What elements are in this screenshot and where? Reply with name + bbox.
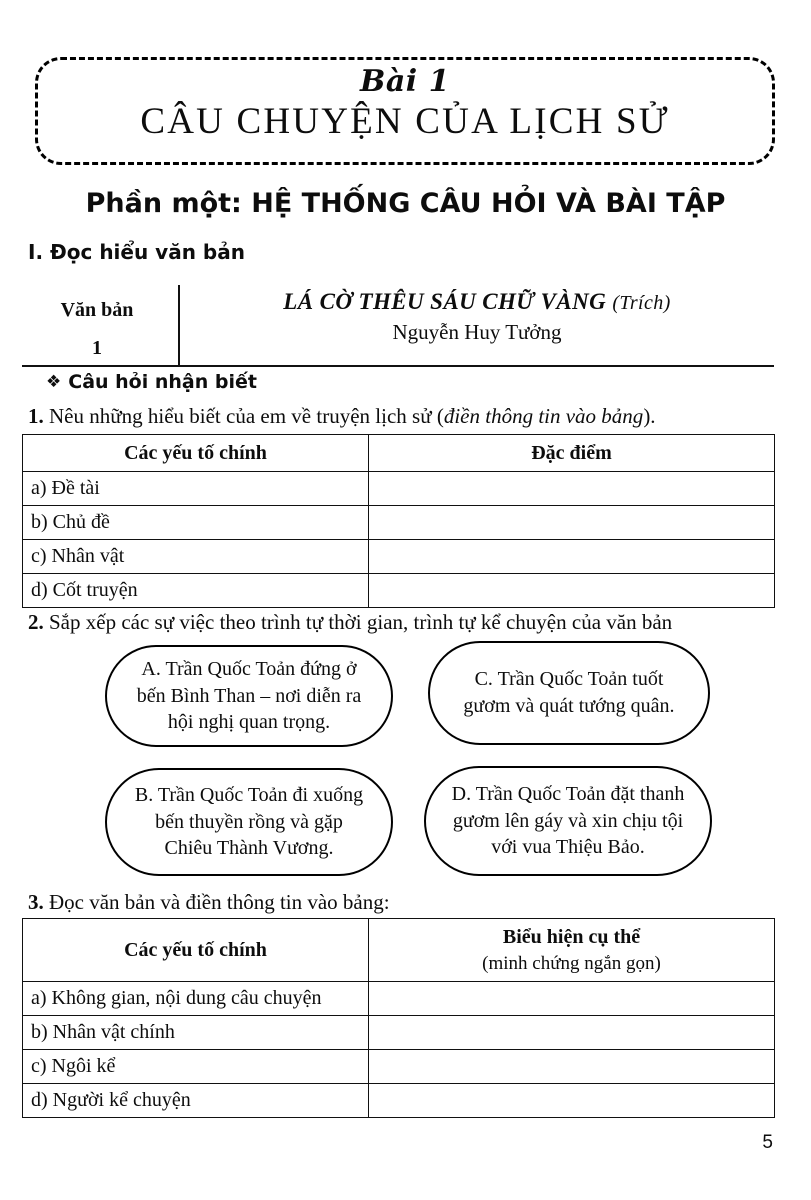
diamond-bullet-icon: ❖ bbox=[46, 371, 62, 392]
horizontal-rule bbox=[22, 365, 774, 367]
text-source-block bbox=[22, 285, 774, 367]
work-title-line bbox=[182, 289, 772, 315]
table-row bbox=[23, 1016, 775, 1050]
question-2-number: 2. bbox=[28, 610, 44, 634]
table2-row3-value[interactable] bbox=[369, 1084, 775, 1118]
table1-row2-label: c) Nhân vật bbox=[23, 540, 369, 574]
table-header-row bbox=[23, 919, 775, 982]
table-truyen-lich-su bbox=[22, 434, 775, 608]
option-bubble-b[interactable]: B. Trần Quốc Toản đi xuống bến thuyền rồng và gặp Chiêu Thành Vương. bbox=[105, 768, 393, 876]
question-1-tail: ). bbox=[643, 404, 656, 428]
question-2 bbox=[28, 610, 672, 635]
vertical-divider bbox=[178, 285, 180, 367]
text-source-label bbox=[22, 291, 172, 367]
question-group-heading bbox=[46, 371, 257, 393]
question-group-label: Câu hỏi nhận biết bbox=[68, 371, 257, 393]
table1-row1-value[interactable] bbox=[369, 506, 775, 540]
work-title: LÁ CỜ THÊU SÁU CHỮ VÀNG bbox=[283, 289, 607, 314]
table-row bbox=[23, 1084, 775, 1118]
table2-row0-value[interactable] bbox=[369, 982, 775, 1016]
table2-header-col2-main: Biểu hiện cụ thể bbox=[502, 925, 641, 948]
work-note: (Trích) bbox=[612, 292, 671, 314]
table1-row0-label: a) Đề tài bbox=[23, 472, 369, 506]
table1-row2-value[interactable] bbox=[369, 540, 775, 574]
table-row bbox=[23, 1050, 775, 1084]
question-3-number: 3. bbox=[28, 890, 44, 914]
question-1-emphasis: điền thông tin vào bảng bbox=[443, 404, 644, 428]
question-3 bbox=[28, 890, 390, 915]
lesson-title-banner bbox=[35, 57, 775, 165]
table-row bbox=[23, 982, 775, 1016]
table1-row3-value[interactable] bbox=[369, 574, 775, 608]
table1-header-col1: Các yếu tố chính bbox=[23, 435, 369, 472]
table1-row1-label: b) Chủ đề bbox=[23, 506, 369, 540]
work-author: Nguyễn Huy Tưởng bbox=[392, 320, 562, 344]
page-number: 5 bbox=[762, 1132, 773, 1153]
lesson-number-label: Bài 1 bbox=[359, 64, 450, 99]
table1-row3-label: d) Cốt truyện bbox=[23, 574, 369, 608]
table1-header-col2: Đặc điểm bbox=[369, 435, 775, 472]
table-row bbox=[23, 540, 775, 574]
question-3-text: Đọc văn bản và điền thông tin vào bảng: bbox=[43, 890, 390, 914]
text-source-label-line1: Văn bản bbox=[60, 299, 134, 321]
table2-row2-label: c) Ngôi kể bbox=[23, 1050, 369, 1084]
table1-row0-value[interactable] bbox=[369, 472, 775, 506]
question-1 bbox=[28, 404, 656, 429]
question-1-number: 1. bbox=[28, 404, 44, 428]
table2-header-col2-sub: (minh chứng ngắn gọn) bbox=[482, 952, 661, 974]
table-row bbox=[23, 574, 775, 608]
table2-row3-label: d) Người kể chuyện bbox=[23, 1084, 369, 1118]
table-row bbox=[23, 506, 775, 540]
table2-row0-label: a) Không gian, nội dung câu chuyện bbox=[23, 982, 369, 1016]
question-1-text: Nêu những hiểu biết của em về truyện lịch sử ( bbox=[43, 404, 444, 428]
table2-row1-value[interactable] bbox=[369, 1016, 775, 1050]
table2-row2-value[interactable] bbox=[369, 1050, 775, 1084]
text-source-label-line2: 1 bbox=[92, 337, 102, 359]
lesson-title: CÂU CHUYỆN CỦA LỊCH SỬ bbox=[140, 100, 670, 142]
option-bubble-a[interactable]: A. Trần Quốc Toản đứng ở bến Bình Than – nơi diễn ra hội nghị quan trọng. bbox=[105, 645, 393, 747]
question-2-text: Sắp xếp các sự việc theo trình tự thời gian, trình tự kể chuyện của văn bản bbox=[43, 610, 673, 634]
part-heading: Phần một: HỆ THỐNG CÂU HỎI VÀ BÀI TẬP bbox=[85, 188, 726, 219]
option-bubble-c[interactable]: C. Trần Quốc Toản tuốt gươm và quát tướng quân. bbox=[428, 641, 710, 745]
table-row bbox=[23, 472, 775, 506]
text-source-details bbox=[182, 289, 772, 345]
table-header-row bbox=[23, 435, 775, 472]
table-bieu-hien-cu-the bbox=[22, 918, 775, 1118]
option-bubble-d[interactable]: D. Trần Quốc Toản đặt thanh gươm lên gáy và xin chịu tội với vua Thiệu Bảo. bbox=[424, 766, 712, 876]
table2-row1-label: b) Nhân vật chính bbox=[23, 1016, 369, 1050]
table2-header-col2 bbox=[369, 919, 775, 982]
table2-header-col1: Các yếu tố chính bbox=[23, 919, 369, 982]
section-heading: I. Đọc hiểu văn bản bbox=[28, 240, 245, 264]
